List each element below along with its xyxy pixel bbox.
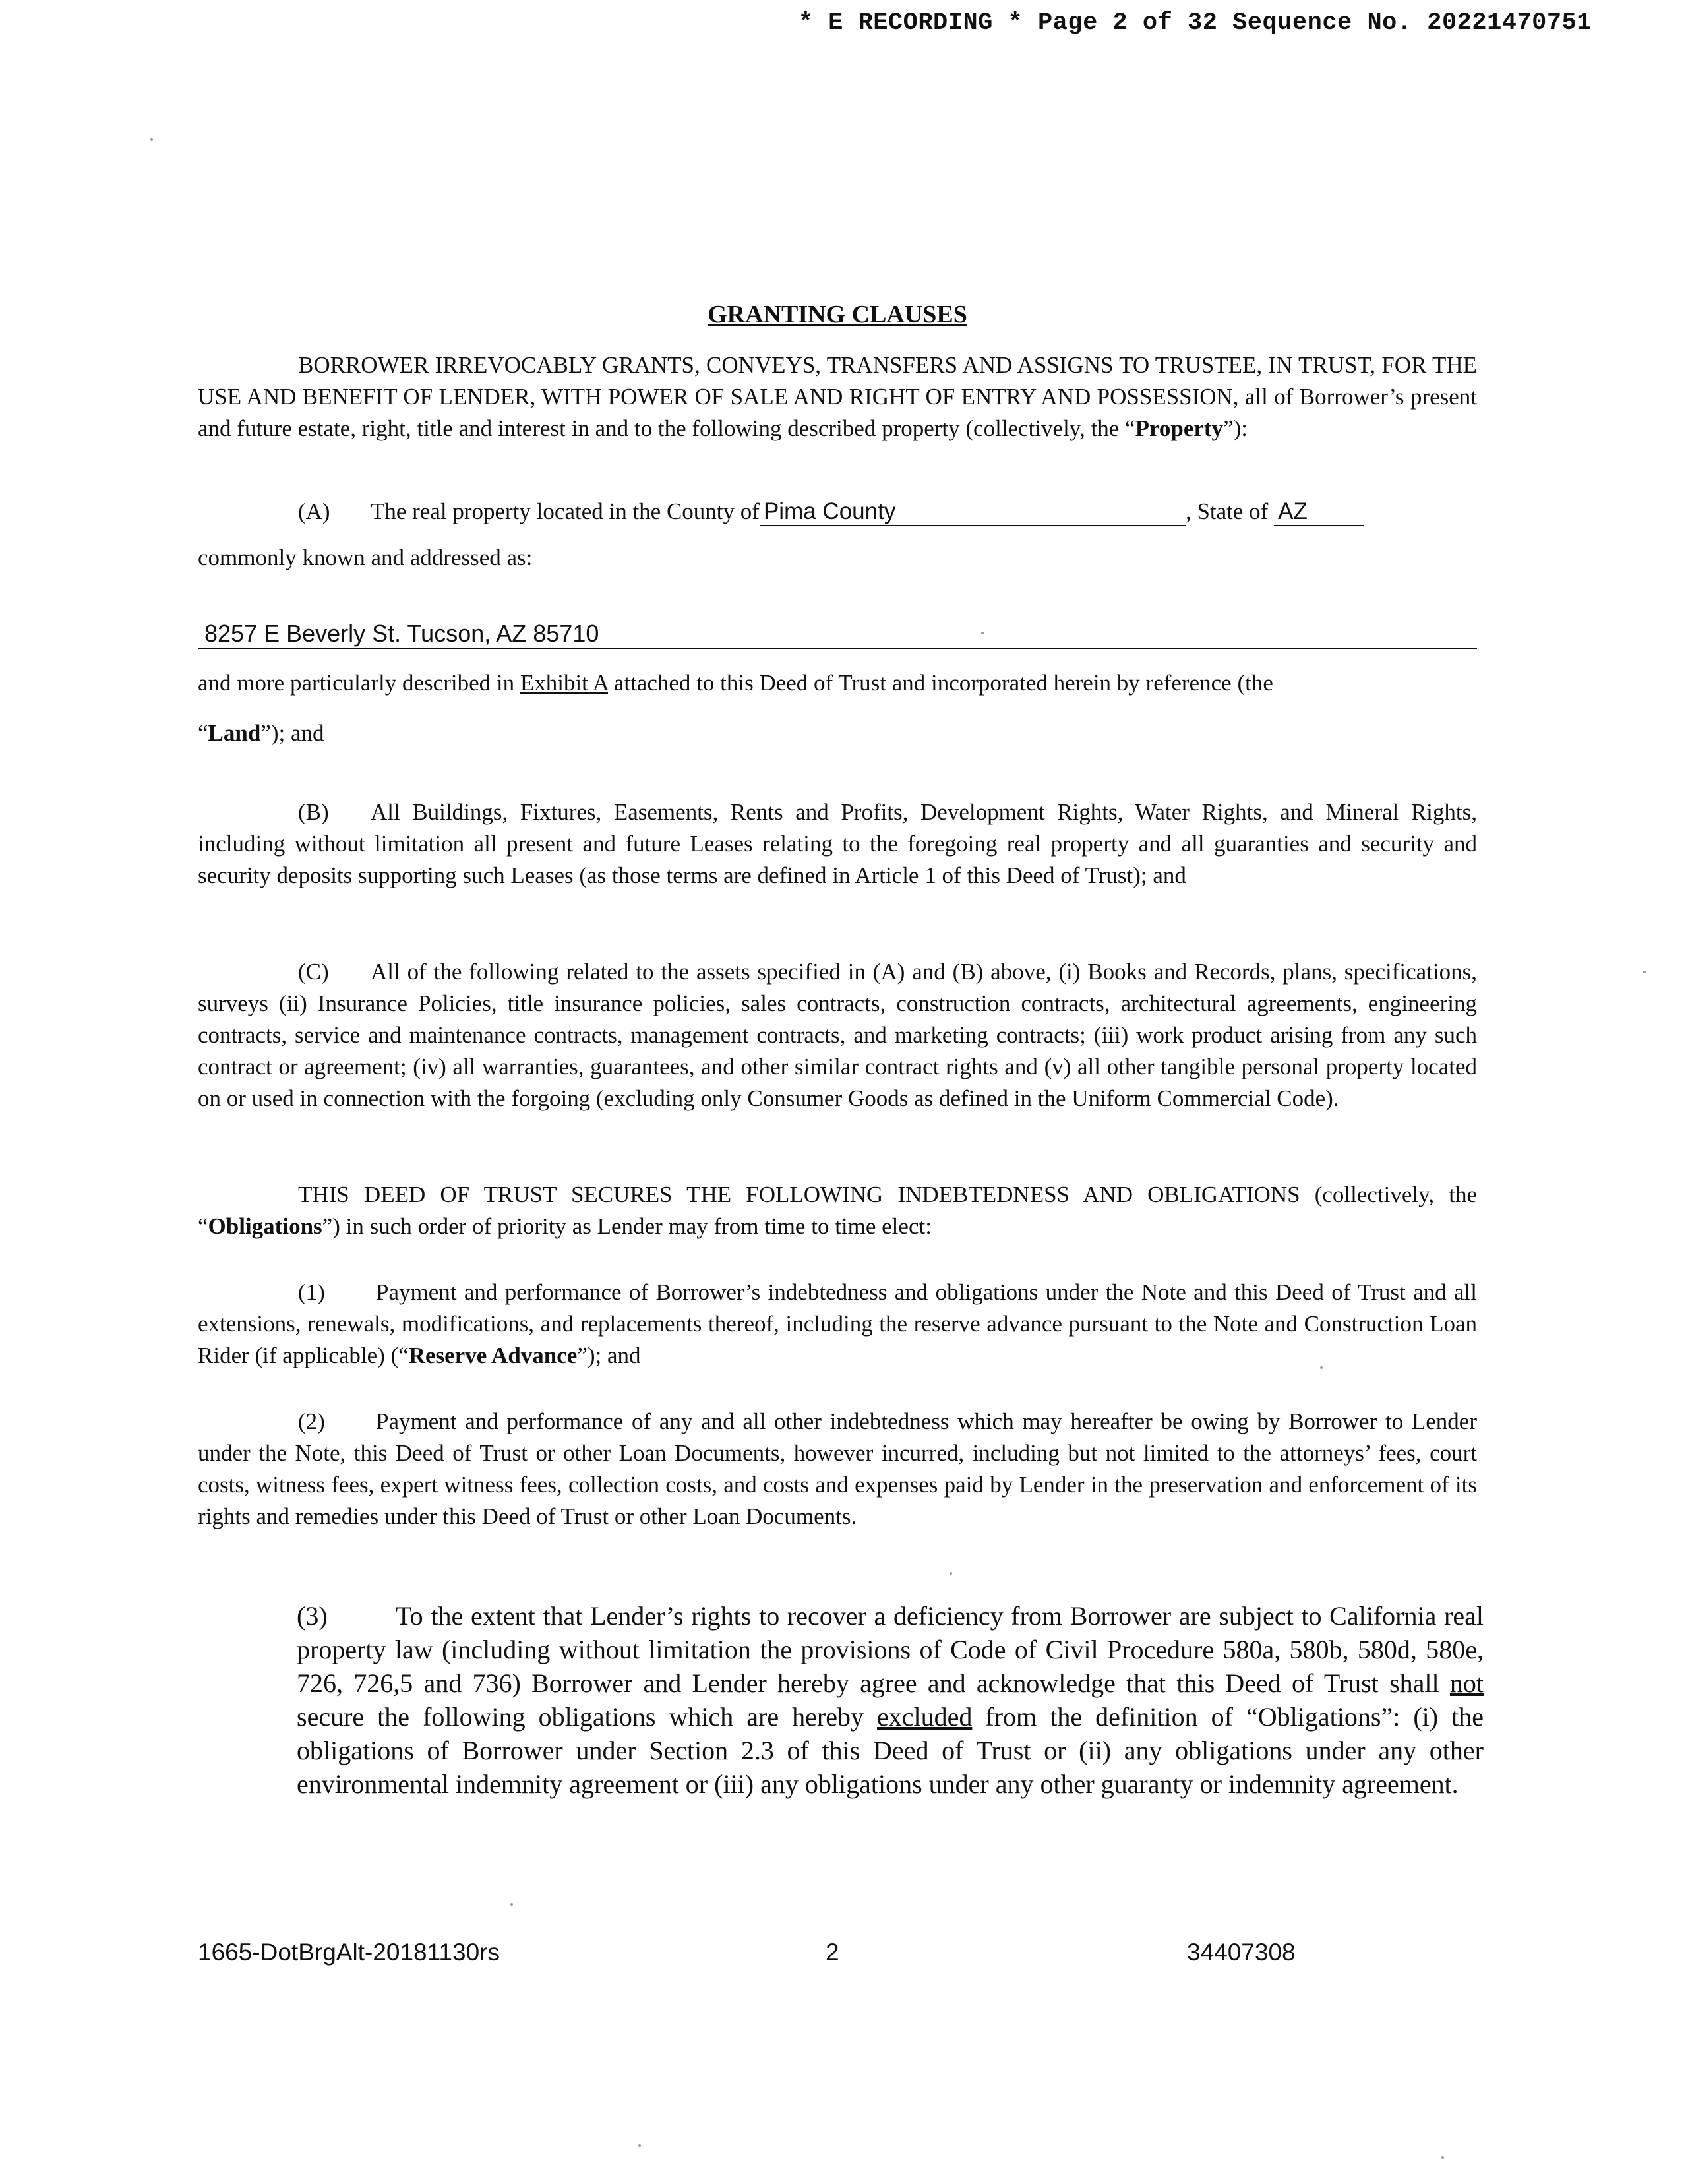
scan-speck [981, 632, 984, 634]
scan-speck [1441, 2156, 1444, 2159]
commonly-known-line: commonly known and addressed as: [198, 545, 533, 570]
footer-page-number: 2 [826, 1939, 839, 1966]
exhibit-line [198, 667, 1477, 699]
clause-b-label: (B) [298, 799, 329, 825]
secures-text: THIS DEED OF TRUST SECURES THE FOLLOWING INDEBTEDNESS AND OBLIGATIONS (collectively, the “ [198, 1182, 1477, 1239]
land-term: Land [208, 720, 261, 746]
secures-paragraph [198, 1179, 1477, 1242]
scan-speck [950, 1572, 952, 1575]
clause-a-line [198, 496, 1477, 528]
state-label: , State of [1185, 499, 1269, 524]
clause-c-label: (C) [298, 959, 329, 985]
secures-end: ”) in such order of priority as Lender may from time to time elect: [322, 1213, 932, 1239]
county-field: Pima County [760, 499, 1186, 526]
desc-before: and more particularly described in [198, 670, 520, 696]
land-close: ”); and [260, 720, 324, 746]
obligations-term: Obligations [208, 1213, 322, 1239]
item-1-paragraph [198, 1277, 1477, 1372]
clause-a-text: The real property located in the County of [371, 499, 760, 524]
footer-form-id: 1665-DotBrgAlt-20181130rs [198, 1939, 500, 1966]
property-term: Property [1135, 415, 1224, 441]
scan-speck [1643, 971, 1646, 973]
item-3-label: (3) [297, 1601, 328, 1631]
reserve-advance-term: Reserve Advance [408, 1343, 578, 1368]
intro-paragraph [198, 349, 1477, 444]
clause-c-text: All of the following related to the assets specified in (A) and (B) above, (i) Books and Records, plans, specifications, surveys (ii) Insurance Policies, title insurance policies, sales contracts, construction contracts, architectural agreements, engineering contracts, service and maintenance contracts, management contracts, and marketing contracts; (iii) work product arising from any such contract or agreement; (iv) all warranties, guarantees, and other similar contract rights and (v) all other tangible personal property located on or used in connection with the forgoing (excluding only Consumer Goods as defined in the Uniform Commercial Code). [198, 959, 1477, 1111]
scan-speck [638, 2144, 641, 2147]
item-1-text: Payment and performance of Borrower’s indebtedness and obligations under the Note and this Deed of Trust and all extensions, renewals, modifications, and replacements thereof, including the reserve advance pursuant to the Note and Construction Loan Rider (if applicable) (“ [198, 1279, 1477, 1368]
intro-end: ”): [1223, 415, 1248, 441]
excluded-emphasis: excluded [877, 1702, 973, 1732]
clause-c-paragraph [198, 956, 1477, 1114]
address-field: 8257 E Beverly St. Tucson, AZ 85710 [198, 619, 1477, 649]
item-2-label: (2) [298, 1409, 325, 1434]
land-open: “ [198, 720, 208, 746]
land-line [198, 717, 1477, 749]
item-3-paragraph [297, 1599, 1484, 1801]
clause-b-text: All Buildings, Fixtures, Easements, Rents and Profits, Development Rights, Water Rights, and Mineral Rights, including without limitation all present and future Leases relating to the foregoing real property and all guaranties and security and security deposits supporting such Leases (as those terms are defined in Article 1 of this Deed of Trust); and [198, 799, 1477, 888]
item-3-text-c: from the definition of “Obligations”: (i) the obligations of Borrower under Section 2.3 of this Deed of Trust or (ii) any obligations under any other environmental indemnity agreement or (iii) any obligations under any other guaranty or indemnity agreement. [297, 1702, 1484, 1799]
scan-speck [150, 138, 153, 141]
item-2-text: Payment and performance of any and all other indebtedness which may hereafter be owing by Borrower to Lender under the Note, this Deed of Trust or other Loan Documents, however incurred, including but not limited to the attorneys’ fees, court costs, witness fees, expert witness fees, collection costs, and costs and expenses paid by Lender in the preservation and enforcement of its rights and remedies under this Deed of Trust or other Loan Documents. [198, 1409, 1477, 1529]
section-title: GRANTING CLAUSES [708, 301, 967, 328]
clause-b-paragraph [198, 797, 1477, 892]
item-3-text-a: To the extent that Lender’s rights to recover a deficiency from Borrower are subject to California real property law (including without limitation the provisions of Code of Civil Procedure 580a, 580b, 580d, 580e, 726, 726,5 and 736) Borrower and Lender hereby agree and acknowledge that this Deed of Trust shall [297, 1601, 1484, 1698]
exhibit-a-reference: Exhibit A [520, 670, 609, 696]
item-1-label: (1) [298, 1279, 325, 1305]
scan-speck [510, 1903, 513, 1906]
recording-header: * E RECORDING * Page 2 of 32 Sequence No. 20221470751 [798, 9, 1592, 37]
item-2-paragraph [198, 1406, 1477, 1532]
intro-text: BORROWER IRREVOCABLY GRANTS, CONVEYS, TRANSFERS AND ASSIGNS TO TRUSTEE, IN TRUST, FOR THE USE AND BENEFIT OF LENDER, WITH POWER OF SALE AND RIGHT OF ENTRY AND POSSESSION, all of Borrower’s present and future estate, right, title and interest in and to the following described property (collectively, the “ [198, 352, 1477, 441]
clause-a-label: (A) [298, 499, 330, 524]
footer-doc-number: 34407308 [1187, 1939, 1296, 1966]
item-1-end: ”); and [577, 1343, 641, 1368]
desc-after: attached to this Deed of Trust and incorporated herein by reference (the [608, 670, 1273, 696]
not-emphasis: not [1449, 1668, 1484, 1698]
item-3-text-b: secure the following obligations which are hereby [297, 1702, 877, 1732]
state-field: AZ [1274, 499, 1364, 526]
scan-speck [1320, 1366, 1323, 1369]
